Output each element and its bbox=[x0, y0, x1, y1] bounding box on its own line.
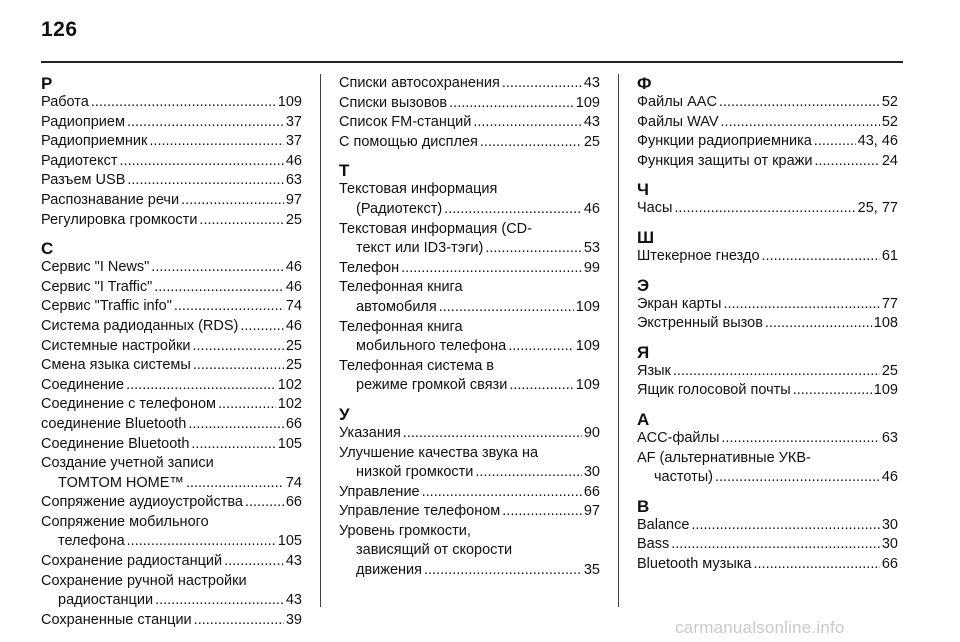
index-entry bbox=[41, 297, 302, 317]
dot-leader bbox=[753, 555, 879, 575]
dot-leader bbox=[194, 611, 284, 631]
section-letter: Ш bbox=[637, 227, 655, 247]
entry-text: Текстовая информация (CD- bbox=[339, 220, 532, 237]
page-reference: 30 bbox=[583, 464, 600, 481]
page-reference: 35 bbox=[583, 562, 600, 579]
entry-text: Balance bbox=[637, 516, 690, 533]
dot-leader bbox=[191, 435, 275, 455]
index-entry bbox=[41, 258, 302, 278]
page-reference: 97 bbox=[583, 503, 600, 520]
page-reference: 25, 77 bbox=[857, 200, 898, 217]
index-entry bbox=[637, 362, 898, 382]
page-reference: 61 bbox=[881, 247, 898, 264]
page-reference: 102 bbox=[277, 376, 302, 393]
index-entry bbox=[637, 381, 898, 401]
entry-text: (Радиотекст) bbox=[356, 200, 443, 217]
page-reference: 108 bbox=[873, 315, 898, 332]
index-entry bbox=[41, 435, 302, 455]
dot-leader bbox=[814, 152, 879, 172]
page-reference: 109 bbox=[277, 94, 302, 110]
page-reference: 46 bbox=[285, 259, 302, 276]
page-reference: 24 bbox=[881, 152, 898, 169]
entry-text: Уровень громкости, bbox=[339, 522, 471, 539]
entry-text: Функция защиты от кражи bbox=[637, 152, 813, 169]
entry-text: Bluetooth музыка bbox=[637, 555, 752, 572]
dot-leader bbox=[127, 532, 276, 552]
entry-text: Штекерное гнездо bbox=[637, 247, 760, 264]
entry-text: AF (альтернативные УКВ- bbox=[637, 449, 811, 466]
entry-text: текст или ID3-тэги) bbox=[356, 240, 484, 257]
dot-leader bbox=[193, 337, 284, 357]
entry-text: Радиотекст bbox=[41, 152, 118, 169]
dot-leader bbox=[151, 258, 284, 278]
dot-leader bbox=[509, 376, 573, 396]
section-letter: A bbox=[637, 409, 650, 429]
column-divider bbox=[618, 74, 619, 607]
dot-leader bbox=[508, 337, 574, 357]
index-entry bbox=[41, 611, 302, 631]
index-section bbox=[339, 74, 600, 152]
index-section bbox=[637, 180, 898, 219]
page-reference: 43, 46 bbox=[857, 133, 898, 150]
entry-text: Текстовая информация bbox=[339, 181, 498, 198]
page-reference: 39 bbox=[285, 611, 302, 628]
dot-leader bbox=[715, 468, 880, 488]
entry-text: Управление телефоном bbox=[339, 503, 501, 520]
entry-text: Создание учетной записи bbox=[41, 455, 214, 472]
index-entry bbox=[339, 318, 600, 357]
page-reference: 37 bbox=[285, 133, 302, 150]
index-entry bbox=[339, 278, 600, 317]
entry-text: Сервис "I News" bbox=[41, 259, 150, 276]
page-reference: 25 bbox=[583, 133, 600, 150]
index-entry bbox=[41, 415, 302, 435]
entry-text: Системные настройки bbox=[41, 337, 191, 354]
page-number: 126 bbox=[41, 18, 78, 41]
entry-text: мобильного телефона bbox=[356, 338, 507, 355]
dot-leader bbox=[149, 132, 283, 152]
dot-leader bbox=[199, 211, 283, 231]
page-reference: 43 bbox=[285, 553, 302, 570]
section-letter: Я bbox=[637, 342, 650, 362]
dot-leader bbox=[473, 113, 582, 133]
index-entry bbox=[41, 152, 302, 172]
page-reference: 30 bbox=[881, 536, 898, 553]
dot-leader bbox=[218, 395, 276, 415]
entry-text: автомобиля bbox=[356, 298, 437, 315]
dot-leader bbox=[762, 247, 880, 267]
index-entry bbox=[637, 247, 898, 267]
page-reference: 46 bbox=[285, 317, 302, 334]
entry-text: Сервис "Traffic info" bbox=[41, 298, 172, 315]
page-reference: 105 bbox=[277, 533, 302, 550]
index-entry bbox=[41, 317, 302, 337]
index-entry bbox=[41, 493, 302, 513]
entry-text: Bass bbox=[637, 536, 670, 553]
section-letter: У bbox=[339, 404, 350, 424]
dot-leader bbox=[174, 297, 284, 317]
page-reference: 109 bbox=[873, 382, 898, 399]
index-entry bbox=[339, 502, 600, 522]
page-reference: 109 bbox=[575, 338, 600, 355]
entry-text: Список FM-станций bbox=[339, 114, 472, 131]
entry-text: Смена языка системы bbox=[41, 357, 191, 374]
index-entry bbox=[339, 180, 600, 219]
index-entry bbox=[339, 259, 600, 279]
dot-leader bbox=[502, 502, 582, 522]
index-entry bbox=[637, 152, 898, 172]
index-entry bbox=[637, 449, 898, 488]
entry-text: Сопряжение мобильного bbox=[41, 513, 209, 530]
page-reference: 66 bbox=[285, 494, 302, 511]
entry-text: Файлы AAC bbox=[637, 94, 717, 110]
index-entry bbox=[41, 191, 302, 211]
dot-leader bbox=[154, 278, 284, 298]
section-letter: Э bbox=[637, 275, 650, 295]
index-section bbox=[41, 74, 302, 230]
index-section bbox=[637, 228, 898, 267]
entry-text: Экстренный вызов bbox=[637, 315, 763, 332]
dot-leader bbox=[424, 561, 582, 581]
page-reference: 25 bbox=[881, 362, 898, 379]
entry-text: зависящий от скорости bbox=[356, 542, 513, 559]
dot-leader bbox=[127, 171, 284, 191]
dot-leader bbox=[721, 429, 879, 449]
entry-text: Функции радиоприемника bbox=[637, 133, 812, 150]
index-entry bbox=[637, 199, 898, 219]
index-entry bbox=[41, 211, 302, 231]
index-entry bbox=[41, 113, 302, 133]
index-section bbox=[637, 276, 898, 334]
entry-text: Разъем USB bbox=[41, 172, 126, 189]
index-entry bbox=[339, 133, 600, 153]
index-entry bbox=[41, 395, 302, 415]
dot-leader bbox=[793, 381, 872, 401]
dot-leader bbox=[721, 113, 880, 133]
index-entry bbox=[41, 171, 302, 191]
entry-text: Работа bbox=[41, 94, 89, 110]
dot-leader bbox=[91, 93, 276, 113]
dot-leader bbox=[723, 295, 879, 315]
section-letter: B bbox=[637, 496, 650, 516]
index-entry bbox=[339, 357, 600, 396]
index-entry bbox=[339, 483, 600, 503]
page-reference: 46 bbox=[285, 152, 302, 169]
section-letter: Ч bbox=[637, 180, 649, 200]
page-reference: 109 bbox=[575, 377, 600, 394]
index-entry bbox=[637, 314, 898, 334]
page-reference: 109 bbox=[575, 94, 600, 111]
page-reference: 66 bbox=[881, 555, 898, 572]
dot-leader bbox=[673, 362, 880, 382]
dot-leader bbox=[814, 132, 856, 152]
index-entry bbox=[41, 572, 302, 611]
entry-text: соединение Bluetooth bbox=[41, 415, 187, 432]
dot-leader bbox=[155, 591, 284, 611]
index-entry bbox=[339, 94, 600, 114]
dot-leader bbox=[439, 298, 574, 318]
dot-leader bbox=[188, 415, 284, 435]
dot-leader bbox=[422, 483, 582, 503]
dot-leader bbox=[403, 424, 582, 444]
page-reference: 43 bbox=[583, 114, 600, 131]
index-entry bbox=[41, 454, 302, 493]
page-reference: 102 bbox=[277, 396, 302, 413]
page-reference: 74 bbox=[285, 474, 302, 491]
dot-leader bbox=[765, 314, 872, 334]
entry-text: Файлы WAV bbox=[637, 113, 719, 130]
dot-leader bbox=[485, 239, 582, 259]
entry-text: Часы bbox=[637, 200, 673, 217]
column-divider bbox=[320, 74, 321, 607]
page-reference: 37 bbox=[285, 113, 302, 130]
dot-leader bbox=[126, 376, 276, 396]
page-reference: 46 bbox=[881, 469, 898, 486]
index-entry bbox=[339, 113, 600, 133]
page-reference: 46 bbox=[583, 200, 600, 217]
page-reference: 97 bbox=[285, 191, 302, 208]
index-entry bbox=[339, 522, 600, 581]
page-reference: 52 bbox=[881, 94, 898, 110]
page-reference: 90 bbox=[583, 424, 600, 441]
entry-text: ACC-файлы bbox=[637, 429, 720, 446]
section-letter: С bbox=[41, 239, 54, 259]
entry-text: Радиоприем bbox=[41, 113, 125, 130]
dot-leader bbox=[401, 259, 582, 279]
dot-leader bbox=[240, 317, 283, 337]
header-rule bbox=[41, 61, 903, 63]
page-reference: 77 bbox=[881, 295, 898, 312]
page-reference: 43 bbox=[285, 592, 302, 609]
dot-leader bbox=[719, 93, 880, 113]
index-entry bbox=[637, 555, 898, 575]
page-reference: 46 bbox=[285, 278, 302, 295]
dot-leader bbox=[674, 199, 855, 219]
entry-text: низкой громкости bbox=[356, 464, 474, 481]
index-column-2 bbox=[339, 74, 600, 590]
index-entry bbox=[637, 132, 898, 152]
index-entry bbox=[339, 444, 600, 483]
index-entry bbox=[637, 516, 898, 536]
index-entry bbox=[41, 93, 302, 113]
dot-leader bbox=[224, 552, 284, 572]
dot-leader bbox=[691, 516, 879, 536]
entry-text: частоты) bbox=[654, 469, 713, 486]
index-entry bbox=[637, 295, 898, 315]
page-reference: 63 bbox=[881, 429, 898, 446]
dot-leader bbox=[671, 535, 880, 555]
index-section bbox=[637, 343, 898, 401]
entry-text: радиостанции bbox=[58, 592, 154, 609]
dot-leader bbox=[475, 463, 581, 483]
entry-text: Управление bbox=[339, 483, 420, 500]
dot-leader bbox=[444, 200, 582, 220]
entry-text: телефона bbox=[58, 533, 125, 550]
page-reference: 105 bbox=[277, 435, 302, 452]
entry-text: Телефонная система в bbox=[339, 357, 495, 374]
page-reference: 25 bbox=[285, 337, 302, 354]
entry-text: Сохранение радиостанций bbox=[41, 553, 223, 570]
page-reference: 30 bbox=[881, 516, 898, 533]
page-reference: 99 bbox=[583, 259, 600, 276]
index-entry bbox=[41, 552, 302, 572]
entry-text: Сохранение ручной настройки bbox=[41, 572, 247, 589]
section-letter: Т bbox=[339, 161, 350, 181]
index-entry bbox=[637, 113, 898, 133]
entry-text: Распознавание речи bbox=[41, 191, 180, 208]
page-reference: 25 bbox=[285, 357, 302, 374]
index-section bbox=[637, 410, 898, 488]
entry-text: Регулировка громкости bbox=[41, 211, 198, 228]
entry-text: Телефонная книга bbox=[339, 318, 463, 335]
entry-text: Ящик голосовой почты bbox=[637, 382, 791, 399]
entry-text: TOMTOM HOME™ bbox=[58, 474, 184, 491]
index-entry bbox=[339, 220, 600, 259]
index-section bbox=[637, 497, 898, 575]
dot-leader bbox=[480, 133, 582, 153]
page-reference: 66 bbox=[583, 483, 600, 500]
dot-leader bbox=[245, 493, 284, 513]
index-entry bbox=[41, 376, 302, 396]
page-reference: 25 bbox=[285, 211, 302, 228]
index-entry bbox=[339, 424, 600, 444]
dot-leader bbox=[186, 474, 284, 494]
entry-text: Телефонная книга bbox=[339, 279, 463, 296]
entry-text: С помощью дисплея bbox=[339, 133, 478, 150]
index-entry bbox=[637, 93, 898, 113]
entry-text: Списки вызовов bbox=[339, 94, 448, 111]
section-letter: Р bbox=[41, 74, 53, 93]
entry-text: Улучшение качества звука на bbox=[339, 444, 539, 461]
dot-leader bbox=[502, 74, 582, 94]
entry-text: режиме громкой связи bbox=[356, 377, 508, 394]
section-letter: Ф bbox=[637, 74, 652, 93]
entry-text: Язык bbox=[637, 362, 671, 379]
dot-leader bbox=[127, 113, 284, 133]
entry-text: Соединение с телефоном bbox=[41, 396, 217, 413]
index-entry bbox=[41, 513, 302, 552]
watermark: carmanualsonline.info bbox=[675, 618, 845, 637]
page-reference: 53 bbox=[583, 240, 600, 257]
entry-text: движения bbox=[356, 562, 422, 579]
entry-text: Сопряжение аудиоустройства bbox=[41, 494, 243, 511]
dot-leader bbox=[120, 152, 284, 172]
entry-text: Телефон bbox=[339, 259, 400, 276]
index-entry bbox=[339, 74, 600, 94]
page-reference: 66 bbox=[285, 415, 302, 432]
entry-text: Радиоприемник bbox=[41, 133, 148, 150]
dot-leader bbox=[181, 191, 284, 211]
index-section bbox=[41, 239, 302, 630]
page-reference: 63 bbox=[285, 172, 302, 189]
entry-text: Сервис "I Traffic" bbox=[41, 278, 153, 295]
entry-text: Соединение bbox=[41, 376, 125, 393]
index-entry bbox=[637, 535, 898, 555]
page-reference: 52 bbox=[881, 113, 898, 130]
entry-text: Система радиоданных (RDS) bbox=[41, 317, 239, 334]
index-entry bbox=[41, 132, 302, 152]
page-reference: 74 bbox=[285, 298, 302, 315]
dot-leader bbox=[449, 94, 574, 114]
index-entry bbox=[41, 356, 302, 376]
entry-text: Экран карты bbox=[637, 295, 722, 312]
entry-text: Сохраненные станции bbox=[41, 611, 192, 628]
page-reference: 43 bbox=[583, 75, 600, 91]
index-column-1 bbox=[41, 74, 302, 639]
index-entry bbox=[637, 429, 898, 449]
index-column-3 bbox=[637, 74, 898, 584]
index-entry bbox=[41, 337, 302, 357]
index-section bbox=[339, 405, 600, 581]
page-reference: 109 bbox=[575, 298, 600, 315]
index-entry bbox=[41, 278, 302, 298]
entry-text: Соединение Bluetooth bbox=[41, 435, 190, 452]
dot-leader bbox=[193, 356, 284, 376]
entry-text: Указания bbox=[339, 424, 401, 441]
index-section bbox=[339, 161, 600, 396]
index-section bbox=[637, 74, 898, 171]
entry-text: Списки автосохранения bbox=[339, 75, 500, 91]
